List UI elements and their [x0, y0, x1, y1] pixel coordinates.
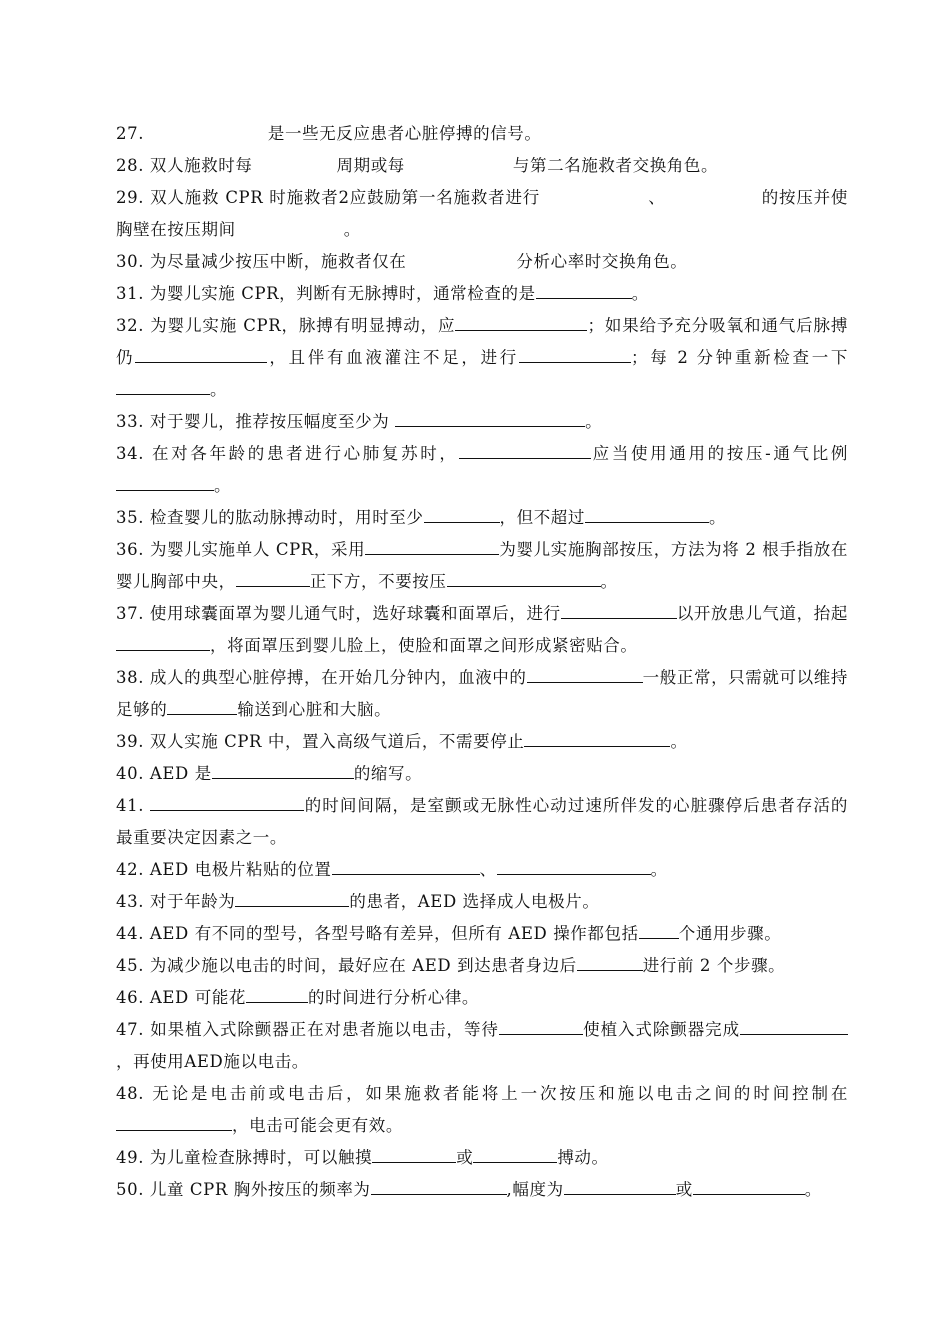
question-text: 周期或每 — [336, 156, 405, 175]
answer-blank[interactable] — [150, 809, 304, 811]
question-text: 检查婴儿的肱动脉搏动时，用时至少 — [149, 508, 424, 527]
question-text: 为儿童检查脉搏时，可以触摸 — [149, 1148, 373, 1167]
answer-blank[interactable] — [666, 202, 762, 203]
question-item — [116, 662, 848, 726]
answer-blank[interactable] — [371, 1193, 507, 1195]
question-text: 为婴儿实施 CPR，判断有无脉搏时，通常检查的是 — [149, 284, 536, 303]
answer-blank[interactable] — [235, 905, 349, 907]
question-text: 如果植入式除颤器正在对患者施以电击，等待 — [150, 1020, 499, 1039]
question-text: ，但不超过 — [499, 508, 585, 527]
question-text: 双人实施 CPR 中，置入高级气道后，不需要停止 — [149, 732, 525, 751]
answer-blank[interactable] — [561, 617, 677, 619]
question-number: 28. — [116, 156, 150, 175]
question-number: 33. — [116, 412, 150, 431]
question-item — [116, 918, 848, 950]
question-text: 个通用步骤。 — [678, 924, 782, 943]
question-text: 。 — [631, 284, 649, 303]
question-text: 。 — [210, 380, 228, 399]
question-text: 儿童 CPR 胸外按压的频率为 — [149, 1180, 371, 1199]
question-item — [116, 950, 848, 982]
question-number: 50. — [116, 1180, 150, 1199]
question-text: 的按压并使胸壁在按压期间 — [116, 188, 849, 239]
question-text: 。 — [804, 1180, 822, 1199]
answer-blank[interactable] — [116, 393, 210, 395]
question-item — [116, 758, 848, 790]
question-number: 36. — [116, 540, 150, 559]
answer-blank[interactable] — [332, 873, 480, 875]
question-text: 输送到心脏和大脑。 — [237, 700, 392, 719]
question-text: ，电击可能会更有效。 — [232, 1116, 403, 1135]
question-number: 27. — [116, 124, 150, 143]
question-text: 为减少施以电击的时间，最好应在 AED 到达患者身边后 — [149, 956, 577, 975]
question-item — [116, 726, 848, 758]
answer-blank[interactable] — [395, 425, 585, 427]
question-number: 32. — [116, 316, 151, 335]
question-text: 进行前 2 个步骤。 — [642, 956, 786, 975]
question-text: 双人施救时每 — [149, 156, 253, 175]
answer-blank[interactable] — [372, 1161, 456, 1163]
question-text: 的患者，AED 选择成人电极片。 — [349, 892, 600, 911]
question-text: 成人的典型心脏停搏，在开始几分钟内，血液中的 — [149, 668, 527, 687]
question-text: 为婴儿实施单人 CPR，采用 — [149, 540, 366, 559]
question-text: 应当使用通用的按压-通气比例 — [590, 444, 848, 463]
answer-blank[interactable] — [473, 1161, 557, 1163]
question-text: 或 — [675, 1180, 693, 1199]
question-item — [116, 150, 848, 182]
question-text: 。 — [343, 220, 361, 239]
question-text: ,幅度为 — [506, 1180, 564, 1199]
question-number: 45. — [116, 956, 150, 975]
question-text: 对于婴儿，推荐按压幅度至少为 — [149, 412, 396, 431]
question-number: 38. — [116, 668, 150, 687]
answer-blank[interactable] — [740, 1033, 848, 1035]
question-text: 一般正常，只需就可以维持足够的 — [116, 668, 849, 719]
question-text: 为婴儿实施 CPR，脉搏有明显搏动，应 — [150, 316, 456, 335]
answer-blank[interactable] — [639, 937, 679, 939]
answer-blank[interactable] — [455, 329, 587, 331]
question-text: 在对各年龄的患者进行心肺复苏时， — [151, 444, 459, 463]
question-text: 双人施救 CPR 时施救者2应鼓励第一名施救者进行 — [150, 188, 541, 207]
question-text: 为婴儿实施胸部按压，方法为将 2 根手指放在婴儿胸部中央， — [116, 540, 849, 591]
question-text: AED 可能花 — [149, 988, 247, 1007]
question-number: 39. — [116, 732, 150, 751]
question-item — [116, 982, 848, 1014]
question-text: 或 — [456, 1148, 474, 1167]
question-number: 30. — [116, 252, 150, 271]
question-text: 搏动。 — [557, 1148, 609, 1167]
answer-blank[interactable] — [447, 585, 601, 587]
answer-blank[interactable] — [577, 969, 643, 971]
question-item — [116, 534, 848, 598]
answer-blank[interactable] — [527, 681, 643, 683]
question-item — [116, 182, 848, 246]
answer-blank[interactable] — [524, 745, 670, 747]
question-item — [116, 118, 848, 150]
question-number: 37. — [116, 604, 150, 623]
question-number: 49. — [116, 1148, 150, 1167]
question-item — [116, 854, 848, 886]
question-text: 、 — [479, 860, 497, 879]
answer-blank[interactable] — [150, 138, 268, 139]
question-item — [116, 1174, 848, 1206]
answer-blank[interactable] — [424, 521, 500, 523]
question-item — [116, 1142, 848, 1174]
question-text: 。 — [670, 732, 688, 751]
question-text: ；如果给予充分吸氧和通气后脉搏仍 — [116, 316, 849, 367]
question-text: 、 — [648, 188, 666, 207]
question-number: 48. — [116, 1084, 153, 1103]
question-text: 使植入式除颤器完成 — [582, 1020, 741, 1039]
question-text: ，将面罩压到婴儿脸上，使脸和面罩之间形成紧密贴合。 — [210, 636, 638, 655]
answer-blank[interactable] — [253, 170, 337, 171]
question-number: 34. — [116, 444, 152, 463]
answer-blank[interactable] — [116, 649, 210, 651]
question-item — [116, 246, 848, 278]
question-number: 31. — [116, 284, 150, 303]
question-number: 43. — [116, 892, 150, 911]
question-number: 41. — [116, 796, 151, 815]
answer-blank[interactable] — [497, 873, 651, 875]
question-text: 的时间间隔，是室颤或无脉性心动过速所伴发的心脏骤停后患者存活的最重要决定因素之一。 — [116, 796, 848, 847]
question-text: 与第二名施救者交换角色。 — [512, 156, 719, 175]
question-text: 正下方，不要按压 — [309, 572, 447, 591]
question-text: 的缩写。 — [353, 764, 423, 783]
question-text: 。 — [600, 572, 618, 591]
question-item — [116, 438, 848, 502]
answer-blank[interactable] — [116, 489, 214, 491]
question-text: 。 — [585, 412, 603, 431]
question-text: 为尽量减少按压中断，施救者仅在 — [149, 252, 407, 271]
question-text: 。 — [650, 860, 668, 879]
answer-blank[interactable] — [693, 1193, 805, 1195]
question-text: ，再使用AED施以电击。 — [116, 1052, 309, 1071]
answer-blank[interactable] — [536, 297, 632, 299]
question-text: 对于年龄为 — [149, 892, 236, 911]
question-text: 是一些无反应患者心脏停搏的信号。 — [267, 124, 542, 143]
question-text: 的时间进行分析心律。 — [308, 988, 480, 1007]
question-item — [116, 886, 848, 918]
answer-blank[interactable] — [236, 234, 344, 235]
question-text: 无论是电击前或电击后，如果施救者能将上一次按压和施以电击之间的时间控制在 — [152, 1084, 848, 1103]
answer-blank[interactable] — [116, 1129, 232, 1131]
question-item — [116, 406, 848, 438]
question-text: ，且伴有血液灌注不足，进行 — [267, 348, 520, 367]
question-number: 42. — [116, 860, 150, 879]
question-item — [116, 502, 848, 534]
question-item — [116, 598, 848, 662]
answer-blank[interactable] — [365, 553, 499, 555]
question-number: 47. — [116, 1020, 151, 1039]
question-number: 35. — [116, 508, 150, 527]
question-number: 29. — [116, 188, 151, 207]
question-number: 46. — [116, 988, 150, 1007]
question-text: 以开放患儿气道，抬起 — [676, 604, 848, 623]
answer-blank[interactable] — [499, 1033, 583, 1035]
question-list — [116, 118, 848, 1206]
answer-blank[interactable] — [564, 1193, 676, 1195]
question-item — [116, 278, 848, 310]
answer-blank[interactable] — [406, 266, 516, 267]
question-text: ；每 2 分钟重新检查一下 — [631, 348, 848, 367]
question-number: 40. — [116, 764, 150, 783]
answer-blank[interactable] — [519, 361, 631, 363]
question-item — [116, 790, 848, 854]
question-item — [116, 1078, 848, 1142]
answer-blank[interactable] — [540, 202, 648, 203]
answer-blank[interactable] — [246, 1001, 308, 1003]
question-item — [116, 310, 848, 406]
question-text: AED 电极片粘贴的位置 — [149, 860, 332, 879]
answer-blank[interactable] — [236, 585, 310, 587]
question-number: 44. — [116, 924, 150, 943]
answer-blank[interactable] — [212, 777, 354, 779]
question-text: AED 有不同的型号，各型号略有差异，但所有 AED 操作都包括 — [149, 924, 639, 943]
answer-blank[interactable] — [459, 457, 591, 459]
question-text: 。 — [709, 508, 727, 527]
answer-blank[interactable] — [167, 713, 237, 715]
question-text: AED 是 — [149, 764, 212, 783]
question-text: 分析心率时交换角色。 — [516, 252, 688, 271]
answer-blank[interactable] — [405, 170, 513, 171]
answer-blank[interactable] — [135, 361, 267, 363]
answer-blank[interactable] — [585, 521, 709, 523]
question-text: 。 — [214, 476, 232, 495]
question-item — [116, 1014, 848, 1078]
question-text: 使用球囊面罩为婴儿通气时，选好球囊和面罩后，进行 — [149, 604, 561, 623]
